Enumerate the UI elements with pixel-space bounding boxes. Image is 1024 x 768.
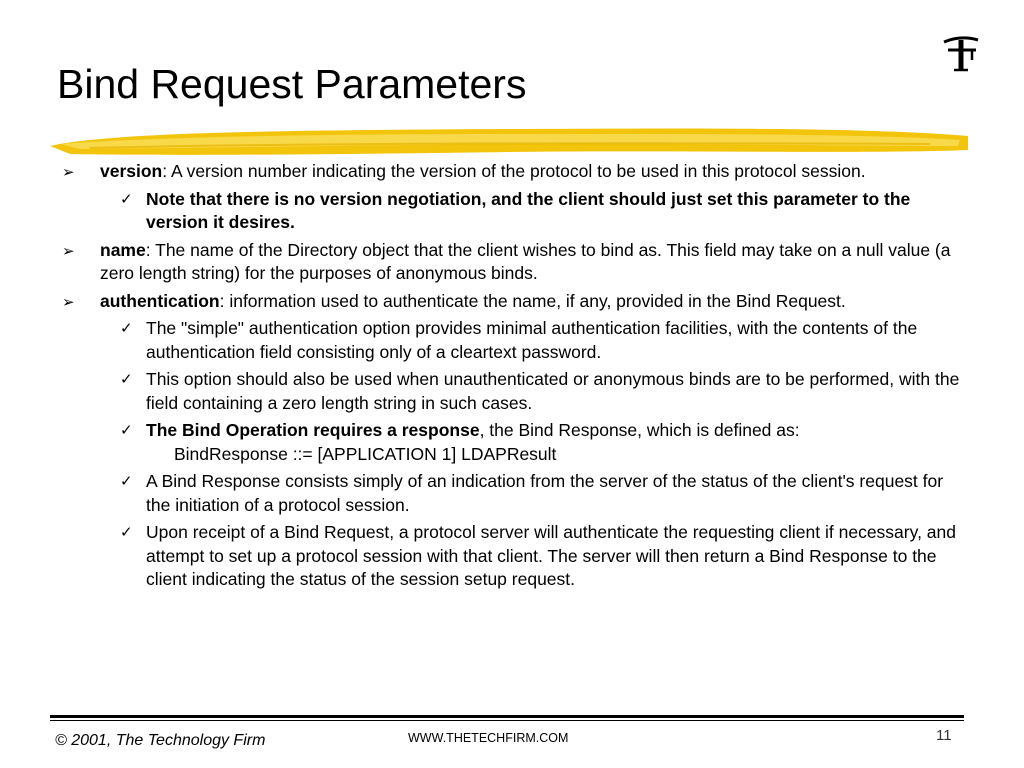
check-bullet-icon: ✓: [120, 422, 133, 439]
page-number: 11: [936, 727, 952, 744]
sub-bullet-text: , the Bind Response, which is defined as:: [479, 420, 800, 440]
sub-bullet-text: The "simple" authentication option provides minimal authentication facilities, with the contents of the authentication field consisting only of a cleartext password.: [146, 318, 918, 362]
bullet-text: : A version number indicating the version of the protocol to be used in this protocol session.: [162, 161, 866, 181]
bind-response-definition: BindResponse ::= [APPLICATION 1] LDAPResult: [174, 443, 557, 464]
check-bullet-icon: ✓: [120, 190, 133, 208]
check-bullet-icon: ✓: [120, 473, 133, 490]
footer-website: WWW.THETECHFIRM.COM: [408, 731, 569, 745]
bullet-term: authentication: [100, 290, 220, 311]
sub-bullet-version-note: [60, 188, 960, 235]
sub-bullet-bold-text: Note that there is no version negotiation, and the client should just set this parameter to the version it desires.: [146, 188, 911, 232]
tf-monogram-icon: [938, 30, 984, 76]
bullet-term: version: [100, 161, 163, 181]
bullet-text: : The name of the Directory object that the client wishes to bind as. This field may take on a null value (a zero length string) for the purposes of anonymous binds.: [100, 239, 951, 283]
footer-copyright: © 2001, The Technology Firm: [55, 732, 266, 749]
arrow-bullet-icon: ➢: [62, 242, 75, 260]
bullet-text: : information used to authenticate the name, if any, provided in the Bind Request.: [219, 290, 846, 311]
bullet-term: name: [100, 239, 146, 260]
arrow-bullet-icon: ➢: [62, 293, 75, 311]
sub-bullet-text: This option should also be used when unauthenticated or anonymous binds are to be performed, with the field containing a zero length string in such cases.: [146, 369, 960, 413]
sub-bullet-simple-auth: [60, 317, 960, 364]
sub-bullet-bind-response-def: [60, 419, 960, 466]
title-highlight-stroke: [50, 124, 968, 160]
footer-divider-thick: [50, 715, 964, 718]
sub-bullet-bind-response-status: [60, 470, 960, 517]
bullet-authentication: [60, 290, 960, 314]
bullet-version: [60, 160, 960, 184]
sub-bullet-bold-text: The Bind Operation requires a response: [146, 420, 480, 440]
sub-bullet-text: Upon receipt of a Bind Request, a protocol server will authenticate the requesting client if necessary, and attempt to set up a protocol session with that client. The server will then return a Bind Response to the client indicating the status of the session setup request.: [146, 522, 956, 589]
bullet-name: [60, 239, 960, 286]
sub-bullet-anonymous-binds: [60, 368, 960, 415]
sub-bullet-server-behavior: [60, 521, 960, 592]
slide-body: [60, 160, 960, 596]
footer-divider-thin: [50, 720, 964, 721]
check-bullet-icon: ✓: [120, 320, 133, 337]
check-bullet-icon: ✓: [120, 524, 133, 541]
arrow-bullet-icon: ➢: [62, 164, 75, 181]
slide-title: Bind Request Parameters: [57, 61, 527, 107]
check-bullet-icon: ✓: [120, 371, 133, 388]
sub-bullet-text: A Bind Response consists simply of an indication from the server of the status of the client's request for the initiation of a protocol session.: [146, 471, 944, 515]
